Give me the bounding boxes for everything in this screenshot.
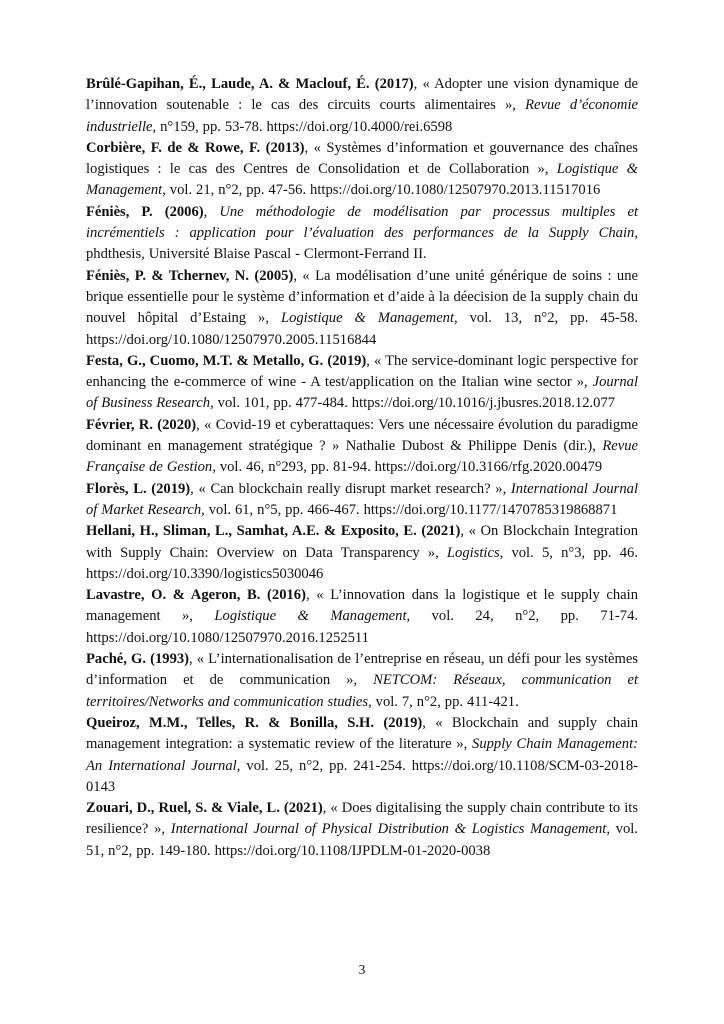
entry-source-italic: International Journal of Market Research (86, 480, 638, 518)
entry-citation-details: , vol. 7, n°2, pp. 411-421. (368, 693, 519, 710)
entry-authors: Féniès, P. & Tchernev, N. (2005) (86, 267, 294, 284)
page-number: 3 (358, 962, 366, 977)
entry-citation-details: , phdthesis, Université Blaise Pascal - Clermont-Ferrand II. (86, 225, 638, 263)
entry-authors: Brûlé-Gapihan, É., Laude, A. & Maclouf, É. (2017) (86, 76, 414, 92)
entry-title-text: , « Blockchain and supply chain management integration: a systematic review of the literature », (86, 714, 638, 753)
bibliography-entry (86, 415, 638, 479)
entry-title-text: , « L’innovation dans la logistique et le supply chain management », (86, 587, 639, 625)
entry-authors: Février, R. (2020) (86, 416, 197, 433)
entry-source-italic: Logistique & Management (86, 161, 638, 199)
entry-source-italic: Logistique & Management (280, 310, 455, 327)
entry-source-italic: Journal of Business Research (86, 374, 638, 412)
entry-authors: Queiroz, M.M., Telles, R. & Bonilla, S.H. (2019) (86, 714, 423, 731)
entry-source-italic: Revue d’économie industrielle (86, 97, 638, 135)
entry-title-text: , « The service-dominant logic perspective for enhancing the e-commerce of wine - A test/application on the Italian wine sector », (86, 352, 638, 391)
entry-source-italic: Supply Chain Management: An International Journal (86, 736, 638, 774)
entry-citation-details: , n°159, pp. 53-78. https://doi.org/10.4000/rei.6598 (152, 118, 453, 135)
bibliography-entry (86, 521, 638, 585)
entry-title-text: , (203, 203, 220, 220)
entry-title-text: , « Covid-19 et cyberattaques: Vers une nécessaire évolution du paradigme dominant en management stratégique ? » Nathalie Dubost & Philippe Denis (dir.), (86, 416, 638, 455)
entry-authors: Florès, L. (2019) (86, 480, 191, 497)
bibliography-entry (86, 479, 638, 522)
entry-title-text: , « La modélisation d’une unité générique de soins : une brique essentielle pour le système d’information et d’aide à la déecision de la supply chain du nouvel hôpital d’Estaing », (86, 267, 638, 327)
entry-citation-details: , vol. 61, n°5, pp. 466-467. https://doi.org/10.1177/1470785319868871 (201, 501, 618, 518)
entry-title-text: , « On Blockchain Integration with Supply Chain: Overview on Data Transparency », (86, 523, 638, 561)
entry-source-italic: Logistics (446, 544, 500, 561)
bibliography-entry (86, 202, 638, 266)
entry-citation-details: , vol. 101, pp. 477-484. https://doi.org/10.1016/j.jbusres.2018.12.077 (210, 395, 616, 412)
entry-authors: Lavastre, O. & Ageron, B. (2016) (86, 587, 306, 604)
entry-authors: Zouari, D., Ruel, S. & Viale, L. (2021) (86, 800, 323, 817)
entry-source-italic: Une méthodologie de modélisation par processus multiples et incrémentiels : application pour l’évaluation des performances de la Supply Chain (86, 203, 639, 242)
entry-title-text: , « Systèmes d’information et gouvernance des chaînes logistiques : le cas des Centres de Consolidation et de Collaboration », (86, 139, 638, 178)
bibliography-entry (86, 266, 638, 351)
entry-authors: Corbière, F. de & Rowe, F. (2013) (86, 139, 305, 156)
bibliography-entry (86, 649, 638, 713)
entry-citation-details: , vol. 25, n°2, pp. 241-254. https://doi.org/10.1108/SCM-03-2018-0143 (86, 757, 638, 795)
entry-citation-details: , vol. 13, n°2, pp. 45-58. https://doi.org/10.1080/12507970.2005.11516844 (86, 310, 639, 348)
bibliography-entry (86, 713, 638, 798)
entry-title-text: , « Adopter une vision dynamique de l’innovation soutenable : le cas des circuits courts alimentaires », (86, 76, 638, 114)
entry-citation-details: , vol. 5, n°3, pp. 46. https://doi.org/10.3390/logistics5030046 (86, 544, 638, 582)
entry-source-italic: International Journal of Physical Distribution & Logistics Management (170, 821, 607, 838)
bibliography-entry (86, 585, 638, 649)
entry-authors: Féniès, P. (2006) (86, 203, 204, 220)
bibliography-list (86, 74, 638, 862)
bibliography-entry (86, 138, 638, 202)
entry-citation-details: , vol. 21, n°2, pp. 47-56. https://doi.org/10.1080/12507970.2013.11517016 (162, 182, 601, 199)
bibliography-entry (86, 798, 638, 862)
entry-title-text: , « L’internationalisation de l’entreprise en réseau, un défi pour les systèmes d’information et de communication », (86, 651, 638, 689)
entry-authors: Festa, G., Cuomo, M.T. & Metallo, G. (2019) (86, 352, 367, 369)
entry-citation-details: , vol. 51, n°2, pp. 149-180. https://doi.org/10.1108/IJPDLM-01-2020-0038 (86, 821, 638, 859)
bibliography-entry (86, 351, 638, 415)
entry-citation-details: , vol. 24, n°2, pp. 71-74. https://doi.org/10.1080/12507970.2016.1252511 (86, 608, 639, 646)
entry-title-text: , « Does digitalising the supply chain contribute to its resilience? », (86, 800, 639, 838)
entry-source-italic: Revue Française de Gestion (86, 438, 638, 476)
entry-authors: Hellani, H., Sliman, L., Samhat, A.E. & Exposito, E. (2021) (86, 523, 461, 540)
entry-authors: Paché, G. (1993) (86, 651, 190, 668)
entry-source-italic: NETCOM: Réseaux, communication et territoires/Networks and communication studies (86, 672, 638, 710)
entry-source-italic: Logistique & Management (214, 608, 407, 625)
bibliography-entry (86, 74, 638, 138)
entry-citation-details: , vol. 46, n°293, pp. 81-94. https://doi.org/10.3166/rfg.2020.00479 (212, 459, 603, 476)
entry-title-text: , « Can blockchain really disrupt market research? », (190, 480, 511, 497)
